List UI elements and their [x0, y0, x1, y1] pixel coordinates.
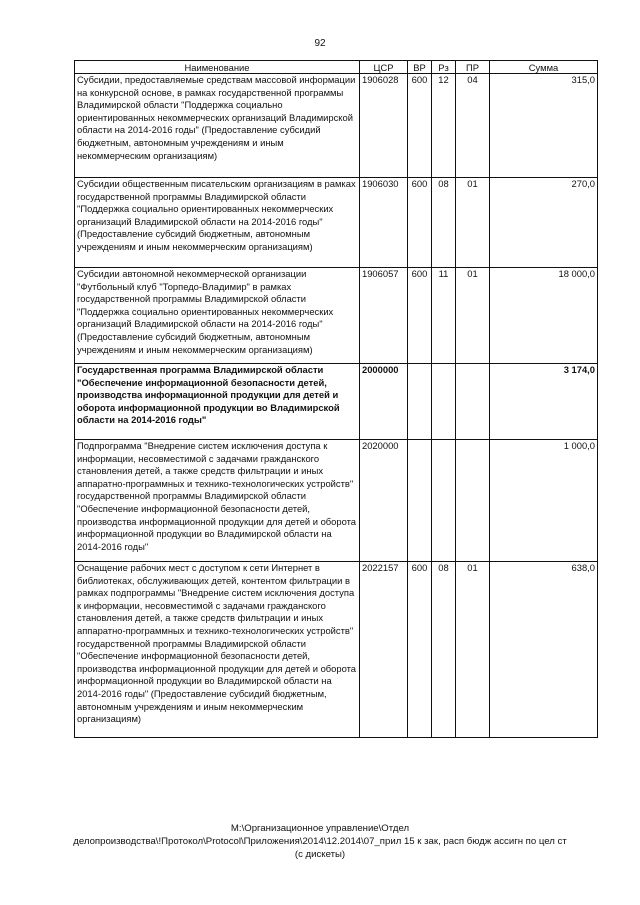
table-row: [75, 268, 598, 364]
cell-rz: 11: [432, 268, 456, 364]
header-sum: Сумма: [490, 61, 598, 74]
cell-sum: 18 000,0: [490, 268, 598, 364]
page-number: 92: [314, 38, 326, 49]
cell-vr: 600: [408, 178, 432, 268]
cell-name: Субсидии общественным писательским организациям в рамках государственной программы Владимирской области "Поддержка социально ориентированных некоммерческих организаций Владимирской области на 2014-2016 годы" (Предоставление субсидий бюджетным, автономным учреждениям и иным некоммерческим организациям): [75, 178, 360, 268]
header-name: Наименование: [75, 61, 360, 74]
cell-vr: [408, 364, 432, 440]
cell-pr: 01: [456, 178, 490, 268]
cell-csr: 2000000: [360, 364, 408, 440]
cell-sum: 638,0: [490, 562, 598, 738]
cell-name: Субсидии автономной некоммерческой организации "Футбольный клуб "Торпедо-Владимир" в рамках государственной программы Владимирской области "Поддержка социально ориентированных некоммерческих организаций Владимирской области на 2014-2016 годы" (Предоставление субсидий бюджетным, автономным учреждениям и иным некоммерческим организациям): [75, 268, 360, 364]
cell-name: Подпрограмма "Внедрение систем исключения доступа к информации, несовместимой с задачами гражданского становления детей, а также средств фильтрации и иных аппаратно-программных и технико-технологических устройств" государственной программы Владимирской области "Обеспечение информационной безопасности детей, производства информационной продукции для детей и оборота информационной продукции во Владимирской области на 2014-2016 годы": [75, 440, 360, 562]
header-rz: Рз: [432, 61, 456, 74]
table-row: [75, 178, 598, 268]
cell-rz: 08: [432, 562, 456, 738]
header-vr: ВР: [408, 61, 432, 74]
cell-pr: [456, 440, 490, 562]
cell-pr: [456, 364, 490, 440]
cell-sum: 315,0: [490, 74, 598, 178]
cell-rz: 08: [432, 178, 456, 268]
cell-csr: 2022157: [360, 562, 408, 738]
cell-rz: [432, 364, 456, 440]
header-csr: ЦСР: [360, 61, 408, 74]
cell-name: Субсидии, предоставляемые средствам массовой информации на конкурсной основе, в рамках государственной программы Владимирской области "Поддержка социально ориентированных некоммерческих организаций Владимирской области на 2014-2016 годы" (Предоставление субсидий бюджетным, автономным учреждениям и иным некоммерческим организациям): [75, 74, 360, 178]
budget-table: [74, 60, 598, 738]
cell-sum: 1 000,0: [490, 440, 598, 562]
cell-vr: 600: [408, 562, 432, 738]
footer-line-1: М:\Организационное управление\Отдел: [230, 823, 410, 834]
cell-csr: 1906030: [360, 178, 408, 268]
cell-vr: 600: [408, 268, 432, 364]
cell-csr: 2020000: [360, 440, 408, 562]
header-pr: ПР: [456, 61, 490, 74]
cell-csr: 1906057: [360, 268, 408, 364]
table-header-row: [75, 61, 598, 74]
cell-sum: 270,0: [490, 178, 598, 268]
cell-csr: 1906028: [360, 74, 408, 178]
cell-pr: 01: [456, 562, 490, 738]
cell-pr: 04: [456, 74, 490, 178]
cell-vr: 600: [408, 74, 432, 178]
footer-file-path: [0, 822, 640, 861]
cell-name: Государственная программа Владимирской области "Обеспечение информационной безопасности детей, производства информационной продукции для детей и оборота информационной продукции во Владимирской области на 2014-2016 годы": [75, 364, 360, 440]
footer-line-3: (с дискеты): [294, 849, 346, 860]
cell-sum: 3 174,0: [490, 364, 598, 440]
cell-vr: [408, 440, 432, 562]
cell-rz: 12: [432, 74, 456, 178]
table-row: [75, 74, 598, 178]
cell-pr: 01: [456, 268, 490, 364]
table-row: [75, 440, 598, 562]
cell-name: Оснащение рабочих мест с доступом к сети Интернет в библиотеках, обслуживающих детей, контентом фильтрации в рамках подпрограммы "Внедрение систем исключения доступа к информации, несовместимой с задачами гражданского становления детей, а также средств фильтрации и иных аппаратно-программных и технико-технологических устройств" государственной программы Владимирской области "Обеспечение информационной безопасности детей, производства информационной продукции для детей и оборота информационной продукции во Владимирской области на 2014-2016 годы" (Предоставление субсидий бюджетным, автономным учреждениям и иным некоммерческим организациям): [75, 562, 360, 738]
table-row: [75, 364, 598, 440]
cell-rz: [432, 440, 456, 562]
table-row: [75, 562, 598, 738]
footer-line-2: делопроизводства\!Протокол\Protocol\Приложения\2014\12.2014\07_прил 15 к зак, расп бюдж ассигн по цел ст: [73, 836, 567, 847]
